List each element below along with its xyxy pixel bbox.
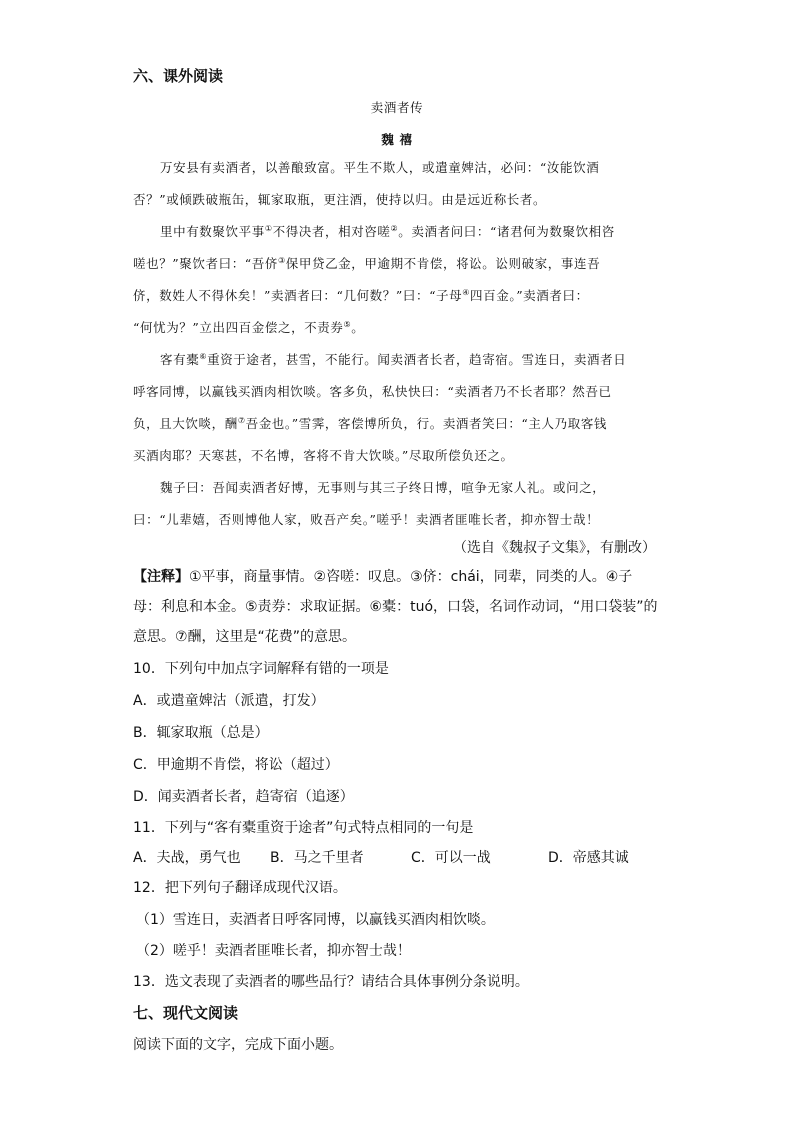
question-12-item-2: （2）嗟乎！卖酒者匪唯长者，抑亦智士哉！	[136, 943, 411, 959]
question-11-option-a: A．夫战，勇气也	[133, 850, 241, 866]
passage-line: 侪，数姓人不得休矣！”卖酒者曰：“几何数？”曰：“子母④四百金。”卖酒者曰：	[133, 287, 589, 303]
passage-line: “何忧为？”立出四百金偿之，不责券⑤。	[133, 319, 365, 335]
question-10-option-d: D．闻卖酒者长者，趋寄宿（追逐）	[133, 789, 354, 805]
question-10-stem: 10．下列句中加点字词解释有错的一项是	[133, 661, 389, 677]
notes-label: 【注释】	[133, 569, 189, 585]
passage-line: 负，且大饮啖，酬⑦吾金也。”雪霁，客偿博所负，行。卖酒者笑曰：“主人乃取客钱	[133, 415, 608, 431]
question-10-option-c: C．甲逾期不肯偿，将讼（超过）	[133, 757, 339, 773]
notes-line: 意思。⑦酬，这里是“花费”的意思。	[133, 629, 357, 645]
section6-heading: 六、课外阅读	[133, 67, 224, 85]
note-mark: ⑤	[343, 319, 352, 329]
passage-line: 嗟也？”聚饮者曰：“吾侪③保甲贷乙金，甲逾期不肯偿，将讼。讼则破家，事连吾	[133, 255, 601, 271]
passage-author: 魏 禧	[381, 132, 413, 147]
question-10-option-b: B．辄家取瓶（总是）	[133, 725, 269, 741]
question-11-stem: 11．下列与“客有橐重资于途者”句式特点相同的一句是	[133, 820, 474, 836]
question-12-item-1: （1）雪连日，卖酒者日呼客同博，以赢钱买酒肉相饮啖。	[136, 912, 495, 928]
passage-line: 魏子曰：吾闻卖酒者好博，无事则与其三子终日博，喧争无家人礼。或问之，	[160, 480, 606, 495]
question-11-option-d: D．帝感其诚	[548, 850, 629, 866]
note-mark: ②	[390, 223, 399, 233]
passage-line: 里中有数聚饮平事①不得决者，相对咨嗟②。卖酒者问曰：“诸君何为数聚饮相咨	[160, 223, 615, 239]
passage-line: 万安县有卖酒者，以善酿致富。平生不欺人，或遣童婢沽，必问：“汝能饮酒	[160, 160, 600, 175]
passage-source: （选自《魏叔子文集》，有删改）	[453, 540, 656, 556]
note-mark: ①	[264, 223, 273, 233]
notes-line: 【注释】①平事，商量事情。②咨嗟：叹息。③侪：chái，同辈，同类的人。④子	[133, 569, 633, 585]
question-11-option-c: C．可以一战	[411, 850, 491, 866]
passage-line: 客有橐⑥重资于途者，甚雪，不能行。闻卖酒者长者，趋寄宿。雪连日，卖酒者日	[160, 351, 627, 367]
note-mark: ⑥	[199, 351, 208, 361]
passage-line: 买酒肉耶？天寒甚，不名博，客将不肯大饮啖。”尽取所偿负还之。	[133, 448, 514, 463]
section7-heading: 七、现代文阅读	[133, 1004, 239, 1022]
passage-line: 否？”或倾跌破瓶缶，辄家取瓶，更注酒，使持以归。由是远近称长者。	[133, 192, 547, 207]
passage-line: 曰：“儿辈嬉，否则博他人家，败吾产矣。”嗟乎！卖酒者匪唯长者，抑亦智士哉！	[133, 512, 600, 527]
question-10-option-a: A．或遣童婢沽（派遣，打发）	[133, 693, 325, 709]
note-mark: ⑦	[237, 415, 246, 425]
notes-line: 母：利息和本金。⑤责券：求取证据。⑥橐：tuó，口袋，名词作动词，“用口袋装”的	[133, 599, 658, 615]
question-12-stem: 12．把下列句子翻译成现代汉语。	[133, 880, 347, 896]
question-13-stem: 13．选文表现了卖酒者的哪些品行？请结合具体事例分条说明。	[133, 974, 529, 990]
note-mark: ④	[462, 287, 471, 297]
section7-intro: 阅读下面的文字，完成下面小题。	[133, 1037, 343, 1053]
question-11-option-b: B．马之千里者	[270, 850, 364, 866]
note-mark: ③	[277, 255, 286, 265]
passage-line: 呼客同博，以赢钱买酒肉相饮啖。客多负，私快快曰：“卖酒者乃不长者耶？然吾已	[133, 384, 612, 399]
passage-title: 卖酒者传	[370, 100, 424, 115]
